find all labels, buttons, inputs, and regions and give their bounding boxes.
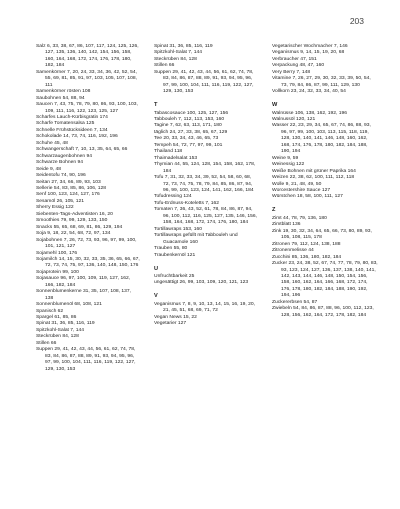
index-entry: Salz 6, 33, 38, 67, 86, 107, 117, 124, 125, 126, 127, 135, 136, 140, 142, 154, 156, 158, 160, 164, 168, 172, 174, 176, 178, 180, 182, 184 xyxy=(36,44,139,69)
section-letter-z: Z xyxy=(272,207,276,214)
index-entry: Sellerie 54, 83, 85, 86, 106, 128 xyxy=(36,185,107,191)
index-entry: Zitronen 79, 112, 124, 138, 188 xyxy=(272,241,341,247)
index-entry: Veganismus 9, 14, 15, 19, 20, 68 xyxy=(272,50,345,56)
index-entry: Suppen 29, 41, 42, 43, 44, 56, 61, 62, 74, 78, 83, 84, 86, 87, 88, 89, 91, 93, 94, 95, 96, 97, 99, 100, 104, 111, 116, 119, 122, 127, 129, 130, 153 xyxy=(154,69,254,95)
index-entry: Smoothies 79, 99, 129, 133, 150 xyxy=(36,218,108,224)
section-letter-u: U xyxy=(154,265,159,272)
index-entry: Suppen 29, 41, 42, 43, 44, 56, 61, 62, 74, 78, 83, 84, 86, 87, 88, 89, 91, 93, 94, 95, 96, 97, 99, 100, 104, 111, 116, 119, 122, 127, 129, 130, 153 xyxy=(36,347,136,372)
index-entry: Wolle 9, 21, 48, 49, 50 xyxy=(272,181,322,187)
index-entry: Sesamöl 26, 105, 121 xyxy=(36,198,85,204)
page-number: 203 xyxy=(349,16,364,26)
index-entry: Schnelle Frühstücksideen 7, 134 xyxy=(36,127,108,133)
index-entry: Zitronenmelisse 44 xyxy=(272,248,314,254)
index-entry: Tomaten 7, 36, 43, 52, 61, 78, 84, 86, 87, 94, 96, 100, 112, 116, 125, 127, 135, 146, 156, 158, 164, 168, 172, 174, 176, 180, 184 xyxy=(154,207,257,226)
section-letter-v: V xyxy=(154,293,158,300)
index-entry: Würstchen 18, 58, 100, 111, 127 xyxy=(272,194,343,200)
index-entry: Zuckererbsen 54, 87 xyxy=(272,299,318,305)
index-entry: Schokolade 14, 73, 74, 116, 192, 196 xyxy=(36,134,118,140)
index-entry: Worcestershire Sauce 127 xyxy=(272,188,331,194)
index-entry: Sojaprotein 99, 100 xyxy=(36,269,79,275)
index-entry: Walnüsse 106, 138, 162, 192, 196 xyxy=(272,110,348,116)
index-entry: Schwarzaugenbohnen 94 xyxy=(36,153,93,159)
index-column-3 xyxy=(272,44,378,319)
index-entry: Zucchini 85, 136, 180, 182, 184 xyxy=(272,254,342,260)
index-entry: Sojamilch 14, 15, 30, 32, 33, 35, 36, 65, 66, 67, 72, 73, 74, 75, 97, 136, 140, 148, 150, 176 xyxy=(36,256,140,269)
index-entry: Vegan News 15, 22 xyxy=(154,314,197,320)
index-entry: Steckrüben 84, 128 xyxy=(154,56,197,62)
index-entry: Siebenten-Tags-Adventisten 16, 20 xyxy=(36,211,113,217)
index-entry: Unfruchtbarkeit 25 xyxy=(154,273,195,279)
index-entry: Sherry Essig 122 xyxy=(36,205,74,211)
index-entry: Schwarze Bohnen 94 xyxy=(36,160,83,166)
index-entry: Zimtblatt 136 xyxy=(272,222,301,228)
index-entry: Very Berry 7, 148 xyxy=(272,69,311,75)
index-entry: täglich 24, 27, 33, 38, 65, 67, 129 xyxy=(154,129,228,135)
index-entry: Stillen 66 xyxy=(36,340,57,346)
index-entry: Soja 9, 18, 22, 54, 68, 72, 97, 134 xyxy=(36,231,111,237)
index-column-1 xyxy=(36,44,140,373)
index-entry: Verbraucher 47, 151 xyxy=(272,56,317,62)
index-entry: Weizen 22, 38, 62, 100, 111, 112, 118 xyxy=(272,175,355,181)
index-entry: ungesättigt 26, 99, 103, 109, 120, 121, 123 xyxy=(154,280,249,286)
index-entry: Spinat 31, 36, 85, 116, 119 xyxy=(154,44,213,49)
index-entry: Tabascosauce 100, 125, 127, 156 xyxy=(154,110,229,116)
index-entry: Tofu 7, 31, 32, 33, 34, 39, 52, 54, 58, 60, 68, 72, 73, 74, 75, 78, 79, 84, 85, 86, 87, 94, 96, 99, 100, 123, 124, 141, 162, 166, 184 xyxy=(154,175,254,194)
index-entry: Vegetarier 127 xyxy=(154,321,187,327)
index-entry: Seidentofu 74, 90, 196 xyxy=(36,173,86,179)
index-entry: Senf 100, 123, 124, 127, 176 xyxy=(36,192,100,198)
index-entry: Spitzkohl-Salat 7, 144 xyxy=(154,50,203,56)
index-entry: Tempeh 54, 72, 77, 97, 99, 101 xyxy=(154,142,223,148)
index-entry: Tofu-Erdnuss-Koteletts 7, 162 xyxy=(154,200,220,206)
index-entry: Walnussöl 120, 121 xyxy=(272,117,316,123)
index-entry: Zwiebeln 54, 84, 86, 87, 88, 96, 100, 112, 123, 128, 156, 162, 164, 172, 178, 182, 184 xyxy=(272,306,374,318)
index-entry: Weine 9, 59 xyxy=(272,155,299,161)
index-entry: Scharfe Tomatensalsa 125 xyxy=(36,121,95,127)
index-entry: Zink 19, 30, 32, 34, 64, 65, 66, 73, 80, 89, 93, 105, 108, 115, 178 xyxy=(272,228,372,241)
index-entry: Vollkorn 23, 24, 32, 33, 34, 40, 54 xyxy=(272,89,346,95)
index-entry: Schwangerschaft 7, 10, 13, 35, 64, 65, 66 xyxy=(36,147,128,153)
index-entry: Zucker 23, 24, 38, 52, 67, 74, 77, 78, 79, 80, 83, 93, 123, 124, 127, 136, 137, 138, 140, 141, 142, 143, 144, 146, 148, 150, 154, 156, 158, 160, 162, 164, 166, 168, 172, 174, 176, 178, 180, 182, 184, 188, 190, 192, 194, 196 xyxy=(272,261,378,299)
index-entry: Seide 9, 48 xyxy=(36,166,61,172)
index-entry: Samenkörner rösten 108 xyxy=(36,89,91,95)
index-entry: Tabbouleh 7, 112, 113, 153, 160 xyxy=(154,117,225,123)
index-entry: Sonnenblumenöl 68, 108, 121 xyxy=(36,302,102,308)
index-entry: Tagine 7, 62, 63, 113, 171, 180 xyxy=(154,123,222,129)
index-entry: Thaimadelsalat 153 xyxy=(154,155,198,161)
index-entry: Spargel 61, 85, 86 xyxy=(36,315,77,321)
index-entry: Seitan 27, 34, 66, 89, 93, 103 xyxy=(36,179,101,185)
index-entry: Tortillawraps 153, 160 xyxy=(154,226,203,232)
index-entry: Traubenkernöl 121 xyxy=(154,252,196,258)
index-column-2 xyxy=(154,44,258,328)
index-entry: Snacks 55, 65, 68, 69, 81, 86, 129, 194 xyxy=(36,224,123,230)
index-entry: Spinat 31, 36, 85, 116, 119 xyxy=(36,321,95,327)
index-entry: Schuhe 45, 48 xyxy=(36,140,68,146)
index-entry: Weinessig 122 xyxy=(272,162,305,168)
index-entry: Sojasauce 96, 97, 100, 109, 119, 127, 162, 166, 182, 184 xyxy=(36,276,131,288)
index-entry: Saubohnen 54, 88, 94 xyxy=(36,95,85,101)
index-entry: Spanisch 62 xyxy=(36,308,64,314)
index-entry: Vitamine 7, 26, 27, 29, 30, 32, 33, 39, 50, 54, 73, 79, 84, 86, 87, 99, 111, 129, 130 xyxy=(272,76,371,88)
index-entry: Weiße Bohnen mit grüner Paprika 164 xyxy=(272,168,356,174)
index-entry: Verpackung 48, 47, 160 xyxy=(272,63,325,69)
index-entry: Thailand 118 xyxy=(154,149,183,155)
index-entry: Vegetarischer Wochmacher 7, 146 xyxy=(272,44,348,49)
index-entry: Tee 20, 33, 34, 43, 46, 65, 73 xyxy=(154,136,219,142)
index-entry: Stillen 66 xyxy=(154,63,175,69)
index-entry: Steckrüben 84, 128 xyxy=(36,334,79,340)
index-entry: Samenkörner 7, 20, 24, 33, 34, 36, 42, 52, 54, 55, 69, 81, 85, 91, 97, 103, 105, 107, 108, 111 xyxy=(36,69,138,88)
index-entry: Sojabohnen 7, 26, 72, 73, 93, 96, 97, 99, 100, 101, 121, 127 xyxy=(36,237,137,250)
index-entry: Trauben 55, 80 xyxy=(154,246,188,252)
index-entry: Wasser 22, 23, 29, 34, 65, 67, 74, 86, 88, 93, 96, 97, 99, 100, 103, 113, 115, 118, 119, 128, 130, 140, 141, 146, 148, 160, 162, 168, 174, 176, 178, 180, 182, 184, 188, 190, 194 xyxy=(272,123,371,155)
section-letter-w: W xyxy=(272,102,278,109)
index-entry: Tortillawraps gefüllt mit Tabbouleh und Guacamole 160 xyxy=(154,233,238,245)
index-entry: Sojamehl 100, 176 xyxy=(36,250,78,256)
index-entry: Thymian 44, 55, 124, 128, 154, 158, 162, 178, 184 xyxy=(154,162,256,174)
section-letter-t: T xyxy=(154,102,158,109)
index-entry: Spitzkohl-Salat 7, 144 xyxy=(36,327,85,333)
index-entry: Scharfes Lauch-Kürbisgratin 174 xyxy=(36,114,108,120)
index-entry: Saucen 7, 43, 75, 78, 79, 80, 86, 93, 100, 103, 109, 111, 116, 122, 123, 125, 127 xyxy=(36,102,138,114)
index-entry: Veganismus 7, 8, 9, 10, 13, 14, 15, 16, 19, 20, 21, 45, 51, 68, 69, 71, 72 xyxy=(154,301,256,314)
index-entry: Zimt 44, 78, 79, 136, 180 xyxy=(272,215,327,221)
index-entry: Sonnenblumenkerne 31, 35, 107, 108, 137, 138 xyxy=(36,289,131,301)
index-entry: Tofudressing 124 xyxy=(154,194,192,200)
